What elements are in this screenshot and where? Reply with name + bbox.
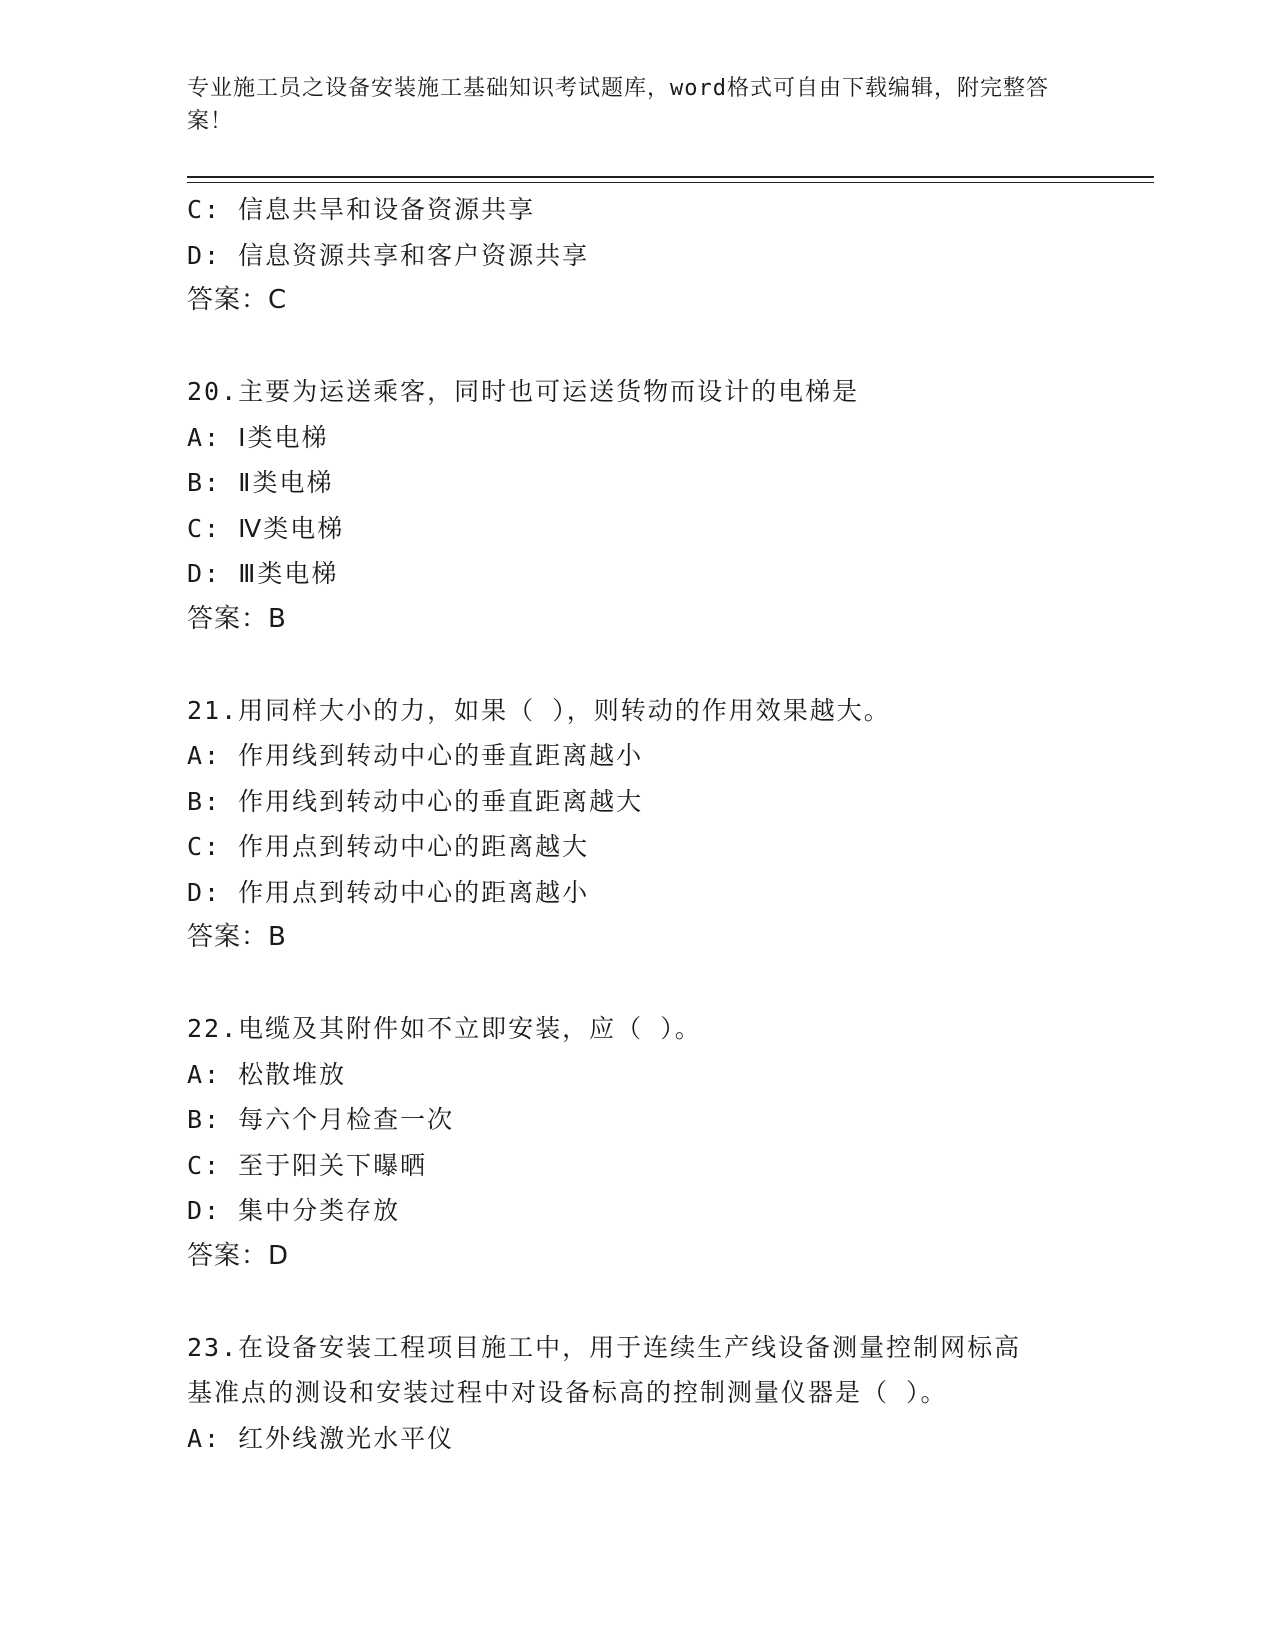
spacer	[187, 1279, 1087, 1325]
question-stem-line-2: 基准点的测设和安装过程中对设备标高的控制测量仪器是（ ）。	[187, 1378, 948, 1407]
option-a: A: 作用线到转动中心的垂直距离越小	[187, 741, 644, 770]
option-d: D: Ⅲ类电梯	[187, 559, 339, 588]
option-b: B: Ⅱ类电梯	[187, 468, 334, 497]
option-a: A: 松散堆放	[187, 1059, 347, 1089]
option-d: D: 信息资源共享和客户资源共享	[187, 240, 590, 270]
spacer	[187, 324, 1087, 370]
question-20	[187, 369, 1087, 642]
option-b: B: 每六个月检查一次	[187, 1105, 455, 1134]
spacer	[187, 961, 1087, 1007]
question-23	[187, 1325, 1087, 1462]
option-c: C: Ⅳ类电梯	[187, 513, 345, 543]
answer: 答案：C	[187, 285, 288, 315]
spacer	[187, 642, 1087, 688]
document-header: 专业施工员之设备安装施工基础知识考试题库，word格式可自由下载编辑，附完整答案！	[187, 76, 1049, 134]
question-stem-line-1: 23.在设备安装工程项目施工中，用于连续生产线设备测量控制网标高	[187, 1332, 1022, 1362]
option-d: D: 作用点到转动中心的距离越小	[187, 877, 590, 907]
option-c: C: 至于阳关下曝晒	[187, 1150, 428, 1180]
option-a: A: Ⅰ类电梯	[187, 422, 329, 452]
header-divider-thin	[187, 182, 1154, 183]
question-22	[187, 1006, 1087, 1279]
question-21	[187, 688, 1087, 961]
question-stem: 20.主要为运送乘客，同时也可运送货物而设计的电梯是	[187, 377, 860, 406]
answer: 答案：B	[187, 922, 287, 952]
option-c: C: 信息共旱和设备资源共享	[187, 195, 536, 224]
question-19-continued	[187, 187, 1087, 324]
option-b: B: 作用线到转动中心的垂直距离越大	[187, 786, 644, 816]
answer: 答案：D	[187, 1240, 290, 1271]
answer: 答案：B	[187, 603, 287, 634]
header-divider-thick	[187, 176, 1154, 178]
option-c: C: 作用点到转动中心的距离越大	[187, 832, 590, 861]
question-stem: 22.电缆及其附件如不立即安装，应（ ）。	[187, 1014, 702, 1043]
option-a: A: 红外线激光水平仪	[187, 1423, 455, 1453]
option-d: D: 集中分类存放	[187, 1196, 401, 1225]
question-content	[187, 187, 1087, 1461]
question-stem: 21.用同样大小的力，如果（ ），则转动的作用效果越大。	[187, 695, 891, 725]
